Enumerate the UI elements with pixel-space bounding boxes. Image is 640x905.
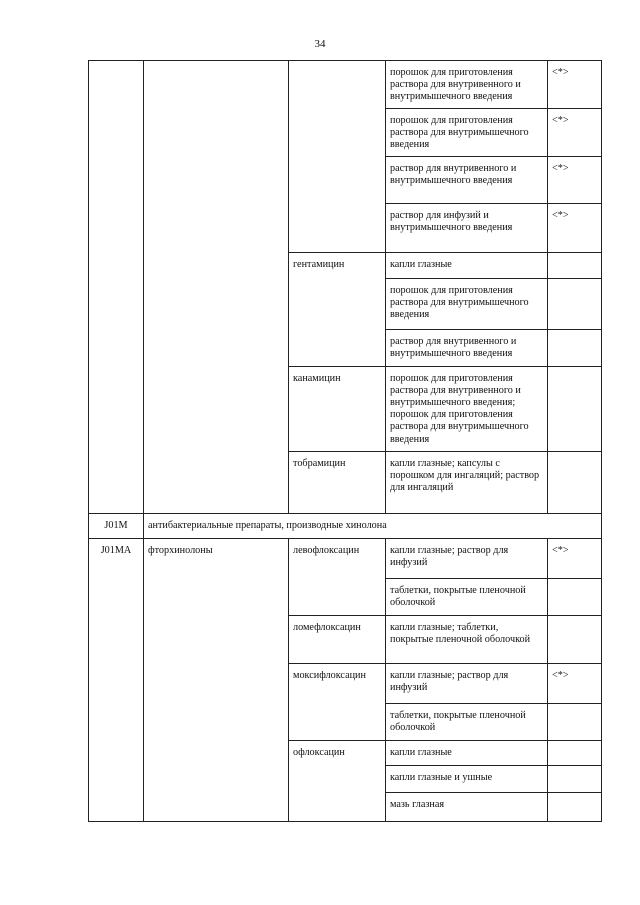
drug-cell: левофлоксацин [289,538,386,615]
dosage-form-cell: таблетки, покрытые пленочной оболочкой [386,578,548,615]
dosage-form-cell: капли глазные; раствор для инфузий [386,663,548,703]
table-row [89,61,602,109]
flag-cell: <*> [548,203,602,252]
flag-cell [548,765,602,792]
drug-table [88,60,602,822]
table-row [89,538,602,578]
dosage-form-cell: порошок для приготовления раствора для внутривенного и внутримышечного введения [386,61,548,109]
drug-cell: ломефлоксацин [289,615,386,663]
flag-cell [548,366,602,451]
flag-cell: <*> [548,61,602,109]
dosage-form-cell: раствор для внутривенного и внутримышечного введения [386,329,548,366]
drug-cell: офлоксацин [289,740,386,821]
dosage-form-cell: капли глазные; раствор для инфузий [386,538,548,578]
flag-cell [548,278,602,329]
dosage-form-cell: раствор для инфузий и внутримышечного введения [386,203,548,252]
flag-cell [548,329,602,366]
dosage-form-cell: порошок для приготовления раствора для внутривенного и внутримышечного введения; порошок для приготовления раствора для внутримышечного введения [386,366,548,451]
flag-cell [548,615,602,663]
dosage-form-cell: капли глазные [386,740,548,765]
flag-cell: <*> [548,156,602,203]
atc-code-cell [89,61,144,514]
dosage-form-cell: капли глазные; таблетки, покрытые пленочной оболочкой [386,615,548,663]
group-cell: антибактериальные препараты, производные хинолона [144,513,602,538]
dosage-form-cell: порошок для приготовления раствора для внутримышечного введения [386,108,548,156]
dosage-form-cell: капли глазные [386,252,548,278]
group-cell: фторхинолоны [144,538,289,821]
flag-cell [548,792,602,821]
flag-cell [548,703,602,740]
page-number: 34 [314,38,326,50]
dosage-form-cell: капли глазные; капсулы с порошком для ингаляций; раствор для ингаляций [386,451,548,513]
flag-cell [548,252,602,278]
flag-cell: <*> [548,663,602,703]
drug-cell: гентамицин [289,252,386,366]
dosage-form-cell: таблетки, покрытые пленочной оболочкой [386,703,548,740]
drug-cell [289,61,386,253]
flag-cell [548,451,602,513]
flag-cell: <*> [548,538,602,578]
dosage-form-cell: порошок для приготовления раствора для внутримышечного введения [386,278,548,329]
flag-cell [548,578,602,615]
flag-cell: <*> [548,108,602,156]
group-cell [144,61,289,514]
table-row [89,513,602,538]
dosage-form-cell: мазь глазная [386,792,548,821]
atc-code-cell: J01MA [89,538,144,821]
dosage-form-cell: раствор для внутривенного и внутримышечного введения [386,156,548,203]
drug-cell: канамицин [289,366,386,451]
flag-cell [548,740,602,765]
atc-code-cell: J01M [89,513,144,538]
drug-cell: тобрамицин [289,451,386,513]
drug-cell: моксифлоксацин [289,663,386,740]
dosage-form-cell: капли глазные и ушные [386,765,548,792]
